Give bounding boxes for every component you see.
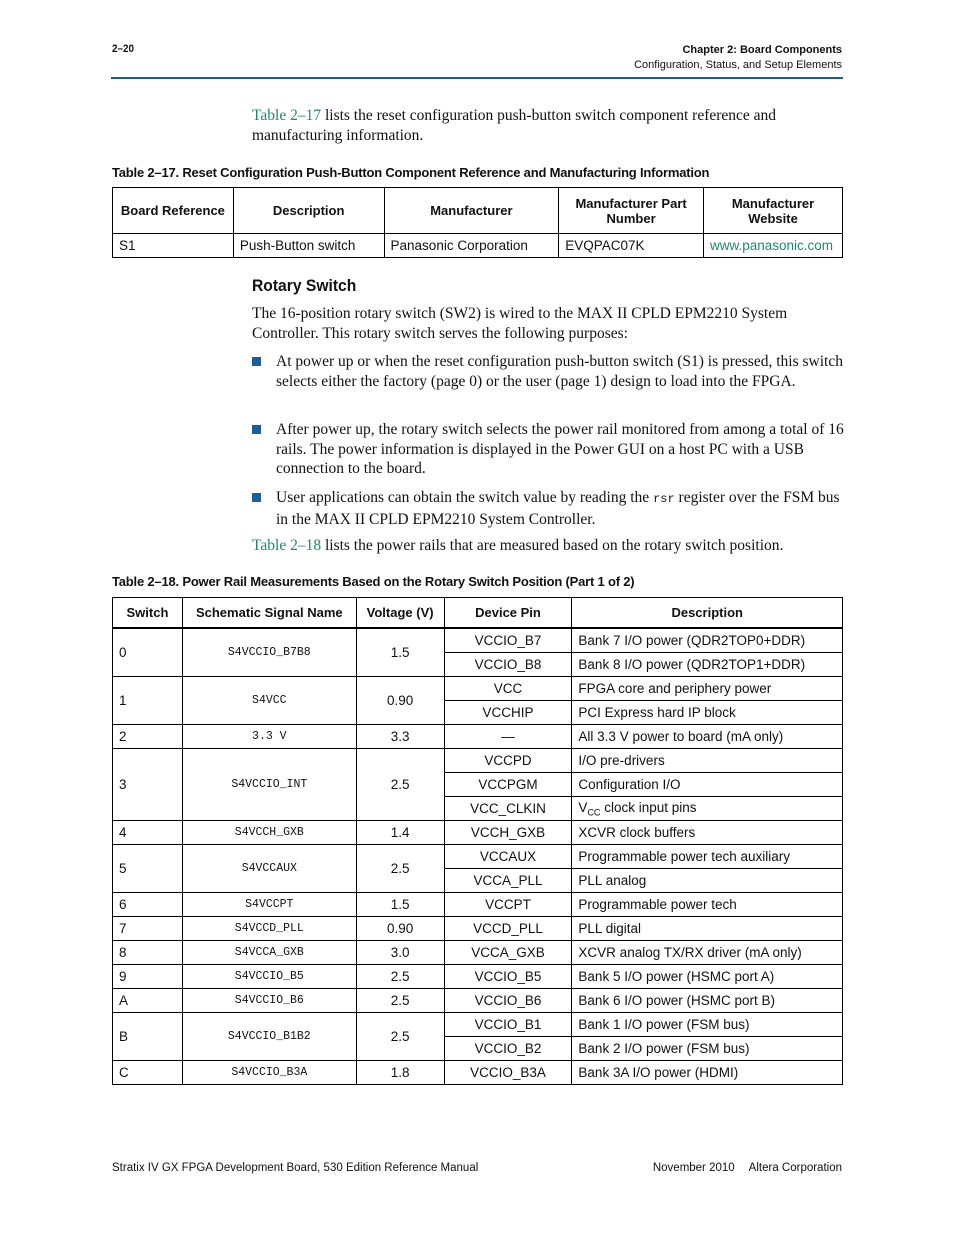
signal-name-cell: S4VCCIO_INT [182,749,356,821]
signal-name-cell: S4VCC [182,677,356,725]
description-cell: Configuration I/O [572,773,843,797]
description-cell: FPGA core and periphery power [572,677,843,701]
table-row [113,941,843,965]
voltage-cell: 2.5 [356,989,444,1013]
column-header: Manufacturer Website [703,188,842,234]
table-row [113,1061,843,1085]
table-header-row [113,598,843,629]
table-row [113,725,843,749]
section-heading: Rotary Switch [252,276,357,295]
voltage-cell: 1.5 [356,628,444,677]
list-item [252,352,844,391]
switch-cell: 9 [113,965,183,989]
switch-cell: 7 [113,917,183,941]
description-cell: $V_{CC}$ clock input pins [572,797,843,821]
table-row [113,677,843,701]
column-header: Device Pin [444,598,572,629]
bullet-text: At power up or when the reset configuration push-button switch (S1) is pressed, this switch selects either the factory (page 0) or the user (page 1) design to load into the FPGA. [276,353,843,390]
device-pin-cell: VCCA_PLL [444,869,572,893]
switch-cell: A [113,989,183,1013]
list-item [252,420,844,479]
signal-name-cell: S4VCCIO_B6 [182,989,356,1013]
description-cell: PCI Express hard IP block [572,701,843,725]
table-cell: EVQPAC07K [559,234,704,258]
description-cell: XCVR clock buffers [572,821,843,845]
description-cell: XCVR analog TX/RX driver (mA only) [572,941,843,965]
device-pin-cell: VCCPT [444,893,572,917]
bullet-text-pre: User applications can obtain the switch value by reading the [276,489,654,506]
table-row [113,749,843,773]
switch-cell: 0 [113,628,183,677]
panasonic-website-link[interactable]: www.panasonic.com [709,238,834,253]
table-row [113,893,843,917]
switch-cell: 5 [113,845,183,893]
table-row [113,845,843,869]
column-header: Schematic Signal Name [182,598,356,629]
device-pin-cell: VCCIO_B3A [444,1061,572,1085]
description-cell: Bank 3A I/O power (HDMI) [572,1061,843,1085]
bullet-icon [252,357,261,366]
device-pin-cell: VCC_CLKIN [444,797,572,821]
device-pin-cell: VCCIO_B6 [444,989,572,1013]
table-row [113,917,843,941]
description-cell: Bank 8 I/O power (QDR2TOP1+DDR) [572,653,843,677]
switch-cell: C [113,1061,183,1085]
signal-name-cell: S4VCCPT [182,893,356,917]
switch-cell: 8 [113,941,183,965]
signal-name-cell: S4VCCIO_B1B2 [182,1013,356,1061]
description-cell: I/O pre-drivers [572,749,843,773]
intro-paragraph [252,106,844,146]
table-2-17 [112,187,843,258]
description-cell: Programmable power tech [572,893,843,917]
device-pin-cell: VCCHIP [444,701,572,725]
bullet-icon [252,425,261,434]
column-header: Description [572,598,843,629]
table-row [113,965,843,989]
section-title: Configuration, Status, and Setup Elements [634,59,842,71]
signal-name-cell: S4VCCIO_B7B8 [182,628,356,677]
voltage-cell: 1.5 [356,893,444,917]
table-cell: Push-Button switch [233,234,384,258]
header-rule [111,77,843,79]
description-cell: Programmable power tech auxiliary [572,845,843,869]
device-pin-cell: VCCIO_B5 [444,965,572,989]
table-row [113,628,843,653]
switch-cell: 1 [113,677,183,725]
signal-name-cell: S4VCCD_PLL [182,917,356,941]
column-header: Manufacturer [384,188,559,234]
footer-manual-title: Stratix IV GX FPGA Development Board, 530 Edition Reference Manual [112,1162,479,1174]
switch-cell: 4 [113,821,183,845]
footer-company: Altera Corporation [748,1162,842,1174]
voltage-cell: 0.90 [356,677,444,725]
footer-right [653,1162,842,1174]
code-rsr: rsr [653,492,675,506]
column-header: Manufacturer Part Number [559,188,704,234]
column-header: Description [233,188,384,234]
table-cell: S1 [113,234,234,258]
description-cell: All 3.3 V power to board (mA only) [572,725,843,749]
bullet-text [276,488,844,529]
device-pin-cell: VCCIO_B7 [444,628,572,653]
voltage-cell: 2.5 [356,1013,444,1061]
table-2-18-link[interactable]: Table 2–18 [252,537,322,554]
running-header [634,43,842,73]
footer-date: November 2010 [652,1162,735,1174]
description-cell: PLL analog [572,869,843,893]
table-2-17-link[interactable]: Table 2–17 [252,107,322,124]
rotary-paragraph: The 16-position rotary switch (SW2) is wired to the MAX II CPLD EPM2210 System Controller. This rotary switch serves the following purposes: [252,305,788,342]
device-pin-cell: VCCPD [444,749,572,773]
column-header: Switch [113,598,183,629]
table-ref-text: lists the power rails that are measured based on the rotary switch position. [321,537,784,554]
device-pin-cell: VCCIO_B1 [444,1013,572,1037]
switch-cell: B [113,1013,183,1061]
device-pin-cell: VCCD_PLL [444,917,572,941]
signal-name-cell: S4VCCH_GXB [182,821,356,845]
description-cell: PLL digital [572,917,843,941]
table-2-18-caption: Table 2–18. Power Rail Measurements Based on the Rotary Switch Position (Part 1 of 2) [112,574,635,589]
column-header: Board Reference [113,188,234,234]
voltage-cell: 0.90 [356,917,444,941]
table-2-18 [112,597,843,1085]
signal-name-cell: S4VCCAUX [182,845,356,893]
switch-cell: 6 [113,893,183,917]
description-cell: Bank 2 I/O power (FSM bus) [572,1037,843,1061]
voltage-cell: 2.5 [356,749,444,821]
voltage-cell: 1.8 [356,1061,444,1085]
table-cell: Panasonic Corporation [384,234,559,258]
page-number: 2–20 [112,43,135,55]
bullet-text-post: register over the FSM bus in the MAX II CPLD EPM2210 System Controller. [276,489,840,528]
description-cell: Bank 7 I/O power (QDR2TOP0+DDR) [572,628,843,653]
voltage-cell: 3.0 [356,941,444,965]
table-row [113,821,843,845]
chapter-title: Chapter 2: Board Components [682,44,842,56]
device-pin-cell: VCCA_GXB [444,941,572,965]
signal-name-cell: S4VCCA_GXB [182,941,356,965]
device-pin-cell: VCCAUX [444,845,572,869]
table-header-row [113,188,843,234]
table-row [113,234,843,258]
device-pin-cell: VCCH_GXB [444,821,572,845]
device-pin-cell: VCCPGM [444,773,572,797]
signal-name-cell: S4VCCIO_B3A [182,1061,356,1085]
description-cell: Bank 6 I/O power (HSMC port B) [572,989,843,1013]
signal-name-cell: S4VCCIO_B5 [182,965,356,989]
voltage-cell: 3.3 [356,725,444,749]
voltage-cell: 1.4 [356,821,444,845]
device-pin-cell: — [444,725,572,749]
table-cell [703,234,842,258]
voltage-cell: 2.5 [356,965,444,989]
device-pin-cell: VCCIO_B2 [444,1037,572,1061]
table-row [113,989,843,1013]
device-pin-cell: VCCIO_B8 [444,653,572,677]
column-header: Voltage (V) [356,598,444,629]
switch-cell: 3 [113,749,183,821]
table-row [113,1013,843,1037]
table-2-17-caption: Table 2–17. Reset Configuration Push-Button Component Reference and Manufacturing Information [112,165,710,180]
table-ref-paragraph [252,536,844,556]
intro-text: lists the reset configuration push-button switch component reference and manufacturing information. [252,107,777,144]
voltage-cell: 2.5 [356,845,444,893]
signal-name-cell: 3.3 V [182,725,356,749]
switch-cell: 2 [113,725,183,749]
description-cell: Bank 5 I/O power (HSMC port A) [572,965,843,989]
bullet-text: After power up, the rotary switch selects the power rail monitored from among a total of 16 rails. The power information is displayed in the Power GUI on a host PC with a USB connection to the board. [276,421,844,477]
bullet-icon [252,493,261,502]
list-item [252,488,844,529]
description-cell: Bank 1 I/O power (FSM bus) [572,1013,843,1037]
device-pin-cell: VCC [444,677,572,701]
